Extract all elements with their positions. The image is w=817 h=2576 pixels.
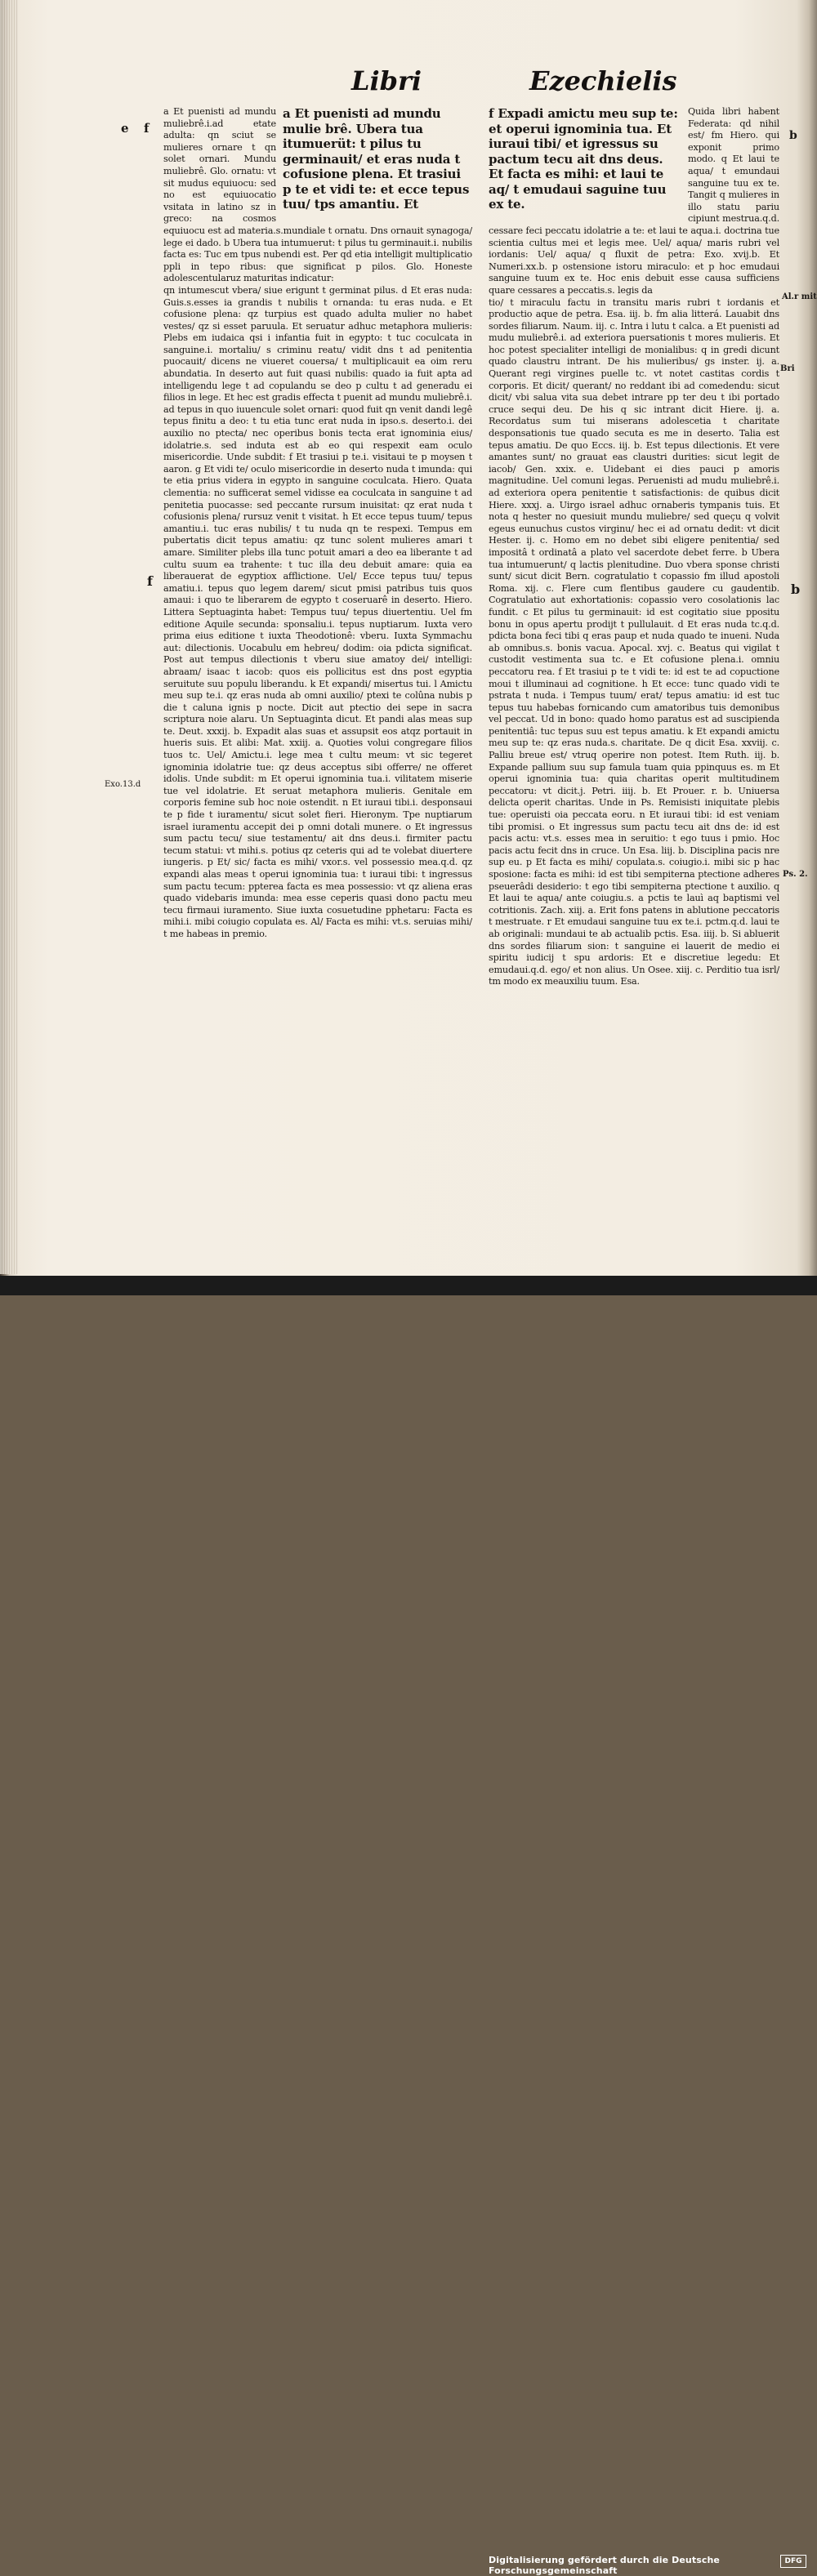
- dfg-logo: DFG: [780, 2555, 806, 2568]
- right-paragraph-1: [489, 106, 779, 297]
- margin-letter-b-lower: b: [791, 582, 801, 597]
- margin-note-bri: Bri: [780, 364, 795, 373]
- running-head-right: Ezechielis: [529, 65, 677, 96]
- running-header: [0, 65, 817, 106]
- left-gloss-2: qn intumescut vbera/ siue erigunt t germinat pilus. d Et eras nuda: Guis.s.esses ia grandis t nubilis t ornanda: tu eras nuda. e Et cofusione plena: qz turpius est quado adulta mulier no habet vestes/ qz si esset paruula. Et seruatur adhuc metaphora mulieris: Plebs em iudaica qsi i infantia fuit in egypto: t tuc coculcata in sanguine.i. mortaliu/ s criminu reatu/ vidit dns t ad penitentia puocauit/ dicens ne viueret couersa/ t multiplicauit ea oim reru abundatia. In deserto aut fuit quasi nubilis: quado ia fuit apta ad intelligendu lege t ad copulandu se deo p cultu t ad generadu ei filios in lege. Et hec est gradis effecta t puenit ad mundu muliebrê.i. ad tepus in quo iuuencule solet ornari: quod fuit qn venit dandi legê tepus finitu a deo: t tu etia tunc erat nuda in ipso.s. deserto.i. dei auxilio no ptecta/ nec operibus bonis tecta erat ignominia eius/ idolatrie.s. sed induta est ab eo qui respexit eam oculo misericordie. Unde subdit: f Et trasiui p te.i. visitaui te p moysen t aaron. g Et vidi te/ oculo misericordie in deserto nuda t imunda: qui te etia prius videra in egypto in sanguine coculcata. Hiero. Quata clementia: no sufficerat semel vidisse ea coculcata in sanguine t ad penitetia puocasse: sed peccante rursum inuisitat: qz erat nuda t cofusionis plena/ rursuz venit t visitat. h Et ecce tepus tuum/ tepus amantiu.i. tuc eras nubilis/ t tu nuda qn te respexi. Tempus em pubertatis dicit tepus amatiu: qz tunc solent mulieres amari t amare. Similiter plebs illa tunc potuit amari a deo ea liberante t ad cultu suum ea trahente: t tuc illa deu debuit amare: quia ea liberauerat de egyptiox afflictione. Uel/ Ecce tepus tuu/ tepus amatiu.i. tepus quo legem darem/ sicut pmisi patribus tuis quos amaui: i quo te liberarem de egypto t coseruarê in deserto. Hiero. Littera Septuaginta habet: Tempus tuu/ tepus diuertentiu. Uel fm editione Aquile secunda: sponsaliu.i. tepus nuptiarum. Iuxta vero prima eius editione t iuxta Theodotionê: vberu. Iuxta Symmachu aut: dilectionis. Uocabulu em hebreu/ dodim: oia pdicta significat. Post aut tempus dilectionis t vberu siue amatoy dei/ intelligi: abraam/ isaac t iacob: quos eis pollicitus est dns post egyptia seruitute suu populu liberandu. k Et expandi/ misertus tui. l Amictu meu sup te.i. qz eras nuda ab omni auxilio/ ptexi te colûna nubis p die t caluna ignis p nocte. Dicit aut ptectio dei sepe in sacra scriptura noie alaru. Un Septuaginta dicut. Et pandi alas meas sup te. Deut. xxxij. b. Expadit alas suas et assupsit eos atqz portauit in hueris suis. Et alibi: Mat. xxiij. a. Quoties volui congregare filios tuos tc. Uel/ Amictu.i. lege mea t cultu meum: vt sic tegeret ignominia idolatrie tue: qz deus acceptus sibi offerre/ ne offeret idolis. Unde subdit: m Et operui ignominia tua.i. vilitatem miserie tue vel idolatrie. Et seruat metaphora mulieris. Genitale em corporis femine sub hoc noie ostendit. n Et iuraui tibi.i. desponsaui te p fide t iuramentu/ sicut solet fieri. Hieronym. Tpe nuptiarum israel iuramentu accepit dei p omni dotali munere. o Et ingressus sum pactu tecu/ siue testamentu/ ait dns deus.i. firmiter pactu tecum statui: vt mihi.s. potius qz ceteris qui ad te volebat diuertere iungeris. p Et/ sic/ facta es mihi/ vxor.s. vel possessio mea.q.d. qz expandi alas meas t operui ignominia tua: t iuraui tibi: t ingressus sum pactu tecum: ppterea facta es mea possessio: vt qz aliena eras quado videbaris imunda: mea esse ceperis quasi dono pactu meu tecu firmaui iuramento. Siue iuxta cosuetudine pphetaru: Facta es mihi.i. mibi coiugio copulata es. Al/ Facta es mihi: vt.s. seruias mihi/ t me habeas in premio.: [163, 284, 472, 939]
- left-paragraph-2: [163, 285, 472, 941]
- right-scripture-inset: f Expadi amictu meu sup te: et operui ignominia tua. Et iuraui tibi/ et igressus su pactum tecu ait dns deus. Et facta es mihi: et laui te aq/ t emudaui saguine tuu ex te.: [489, 106, 678, 212]
- footer-credit: Digitalisierung gefördert durch die Deutsche Forschungsgemeinschaft: [489, 2555, 720, 2576]
- right-gloss-2: tio/ t miraculu factu in transitu maris rubri t iordanis et productio aque de petra. Esa. iij. b. fm alia litterá. Lauabit dns sordes filiarum. Naum. iij. c. Intra i lutu t calca. a Et puenisti ad mudu muliebrê.i. ad exteriora puersationis t mores mulieris. Et hoc potest specialiter intelligi de monialibus: q in gredi dicunt quado claustru intrant. De his mulieribus/ gs inster. ij. a. Querant regi virgines puelle tc. vt notet castitas cordis t corporis. Et dicit/ querant/ no reddant ibi ad comedendu: sicut dicit/ vbi salua vita sua debet intrare pp ter deu t ibi portado cruce sequi deu. De his q sic intrant dicit Hiere. ij. a. Recordatus sum tui miserans adolescetia t charitate desponsationis tue quado secuta es me in deserto. Talia est tepus amatiu. De quo Eccs. iij. b. Est tepus dilectionis. Et vere amantes sunt/ no grauat eas claustri durities: sicut legit de iacob/ Gen. xxix. e. Uidebant ei dies pauci p amoris magnitudine. Uel comuni legas. Peruenisti ad mudu muliebrê.i. ad exteriora opera penitentie t satisfactionis: de quibus dicit Hiere. xxxj. a. Uirgo israel adhuc ornaberis tympanis tuis. Et nota q hester no quesiuit mundu muliebre/ sed queçu q volvit egeus eunuchus custos virginu/ hec ei ad ornatu dedit: vt dicit Hester. ij. c. Homo em no debet sibi eligere penitentia/ sed impositâ t ordinatâ a plato vel sacerdote debet ferre. b Ubera tua intumuerunt/ q lactis plenitudine. Duo vbera sponse christi sunt/ sicut dicit Bern. cogratulatio t copassio fm illud apostoli Roma. xij. c. Flere cum flentibus gaudere cu gaudentib. Cogratulatio aut exhortationis: copassio vero cosolationis lac fundit. c Et pilus tu germinauit: id est cogitatio siue ppositu bonu in opus apertu prodijt t pullulauit. d Et eras nuda tc.q.d. pdicta bona feci tibi q eras paup et nuda quado te inueni. Nuda ab omnibus.s. bonis vacua. Apocal. xvj. c. Beatus qui vigilat t custodit vestimenta sua tc. e Et cofusione plena.i. omniu peccatoru rea. f Et trasiui p te t vidi te: id est te ad copuctione moui t illuminaui ad cognitione. h Et ecce: tunc quado vidi te pstrata t nuda. i Tempus tuum/ erat/ tepus amatiu: id est tuc tepus tuu habebas fornicando cum amatoribus tuis demonibus vel peccat. Ud in bono: quado homo paratus est ad suscipienda penitentiâ: tuc tepus suu est tepus amatiu. k Et expandi amictu meu sup te: qz eras nuda.s. charitate. De q dicit Esa. xxviij. c. Palliu breue est/ vtruq operire non potest. Item Ruth. iij. b. Expande pallium suu sup famula tuam quia ppinquus es. m Et operui ignominia tua: quia charitas operit multitudinem peccatoru: vt dicit.j. Petri. iiij. b. Et Prouer. r. b. Uniuersa delicta operit charitas. Unde in Ps. Remisisti iniquitate plebis tue: operuisti oia peccata eoru. n Et iuraui tibi: id est veniam tibi promisi. o Et ingressus sum pactu tecu ait dns de: id est pacis actu: vt.s. esses mea in seruitio: t ego tuus i pmio. Hoc pacis actu fecit dns in cruce. Un Esa. liij. b. Disciplina pacis nre sup eu. p Et facta es mihi/ copulata.s. coiugio.i. mibi sic p hac sposione: facta es mihi: id est tibi sempiterna ptectione adheres pseuerâdi desiderio: t ego tibi sempiterna ptectione t auxilio. q Et laui te aqua/ ante coiugiu.s. a pctis te lauì aq baptismi vel cotritionis. Zach. xiij. a. Erit fons patens in ablutione peccatoris t mestruate. r Et emudaui sanguine tuu ex te.i. pctm.q.d. laui te ab originali: mundaui te ab actualib pctis. Esa. iiij. b. Si abluerit dns sordes filiarum sion: t sanguine ei lauerit de medio ei spiritu iudicij t spu ardoris: Et e discretiue legedu: Et emudaui.q.d. ego/ et non alius. Un Osee. xiij. c. Perditio tua isrl/ tm modo ex meauxiliu tuum. Esa.: [489, 296, 779, 987]
- margin-note-ps: Ps. 2.: [783, 870, 808, 879]
- margin-letter-f: f: [144, 121, 150, 136]
- page-edges: [0, 0, 18, 1274]
- margin-letter-e: e: [121, 121, 129, 136]
- margin-reference-exo: Exo.13.d: [105, 780, 141, 789]
- right-column: [489, 106, 779, 1062]
- left-gloss-1: a Et puenisti ad mundu muliebrê.i.ad etate adulta: qn sciut se mulieres ornare t qn solet ornari. Mundu muliebrê. Glo. ornatu: vt sit mudus equiuocu: sed no est equiuocatio vsitata in latino sz in greco: na cosmos equiuocu est ad materia.s.mundiale t ornatu. Dns ornauit synagoga/ lege ei dado. b Ubera tua intumuerut: t pilus tu germinauit.i. nubilis facta es: Tuc em tpus nubendi est. Per qd etia intelligit multiplicatio ppli in tepo ribus: que significat p pilos. Glo. Honeste adolescentularuz maturitas indicatur:: [163, 106, 472, 284]
- left-column: [163, 106, 472, 1062]
- margin-letter-b: b: [789, 129, 797, 142]
- footer-bar: [0, 1276, 817, 2576]
- margin-note-alr: Al.r mit: [782, 292, 817, 301]
- right-gloss-1: Quida libri habent Federata: qd nihil est/ fm Hiero. qui exponit primo modo. q Et laui te aqua/ t emundaui sanguine tuu ex te. Tangit q mulieres in illo statu pariu cipiunt mestrua.q.d. cessare feci peccatu idolatrie a te: et laui te aqua.i. doctrina tue scientia cultus mei et legis mee. Uel/ aqua/ maris rubri vel iordanis: Uel/ aqua/ q fluxit de petra: Exo. xvij.b. Et Numeri.xx.b. p ostensione istoru miraculo: et p hoc emudaui sanguine tuum ex te. Hoc enis debuit esse causa sufficiens quare cessares a peccatis.s. legis da: [489, 106, 779, 296]
- left-paragraph-1: [163, 106, 472, 285]
- margin-letter-f-lower: f: [147, 573, 153, 589]
- right-paragraph-2: [489, 297, 779, 988]
- left-scripture-inset: a Et puenisti ad mundu mulie brê. Ubera tua itumuerüt: t pilus tu germinauit/ et eras nuda t cofusione plena. Et trasiui p te et vidi te: et ecce tepus tuu/ tps amantiu. Et: [283, 106, 470, 212]
- running-head-left: Libri: [351, 65, 422, 96]
